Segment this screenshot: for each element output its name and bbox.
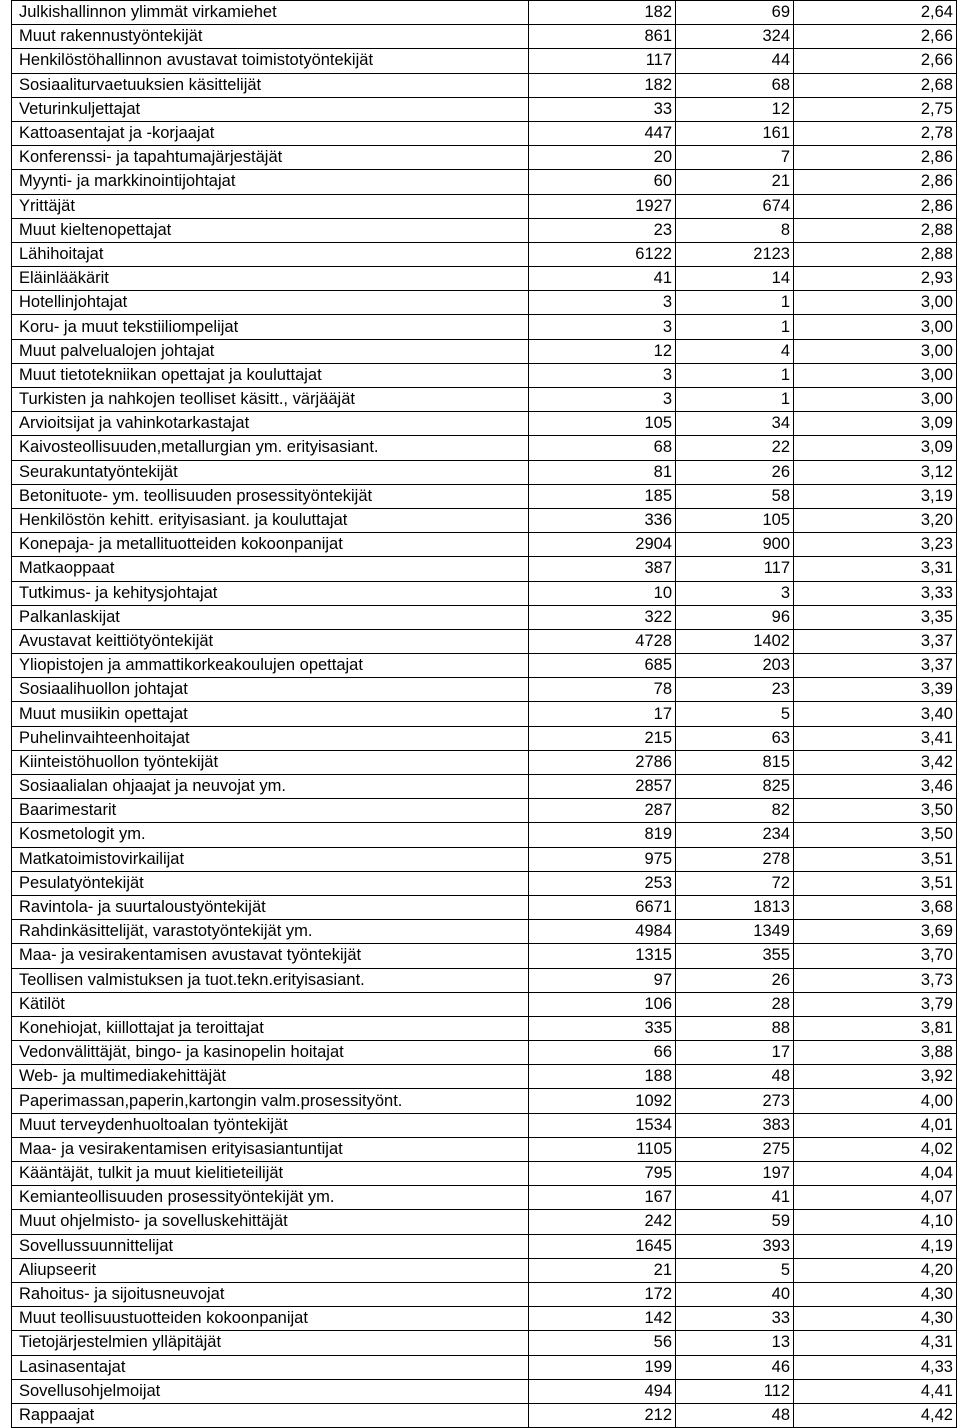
count-b-cell: 203 xyxy=(676,654,794,678)
count-a-cell: 1534 xyxy=(529,1113,676,1137)
occupation-cell: Veturinkuljettajat xyxy=(12,97,529,121)
occupation-cell: Rahoitus- ja sijoitusneuvojat xyxy=(12,1282,529,1306)
occupation-cell: Eläinlääkärit xyxy=(12,267,529,291)
table-row xyxy=(12,242,957,266)
occupation-cell: Kätilöt xyxy=(12,992,529,1016)
count-a-cell: 167 xyxy=(529,1186,676,1210)
ratio-cell: 2,86 xyxy=(794,194,957,218)
occupation-cell: Yrittäjät xyxy=(12,194,529,218)
count-a-cell: 336 xyxy=(529,508,676,532)
occupation-cell: Maa- ja vesirakentamisen avustavat työntekijät xyxy=(12,944,529,968)
count-a-cell: 17 xyxy=(529,702,676,726)
ratio-cell: 2,64 xyxy=(794,1,957,25)
table-row xyxy=(12,847,957,871)
count-b-cell: 278 xyxy=(676,847,794,871)
occupation-cell: Pesulatyöntekijät xyxy=(12,871,529,895)
count-b-cell: 12 xyxy=(676,97,794,121)
count-a-cell: 106 xyxy=(529,992,676,1016)
table-row xyxy=(12,1089,957,1113)
table-row xyxy=(12,291,957,315)
count-b-cell: 59 xyxy=(676,1210,794,1234)
count-a-cell: 60 xyxy=(529,170,676,194)
occupation-cell: Kaivosteollisuuden,metallurgian ym. erityisasiant. xyxy=(12,436,529,460)
count-a-cell: 78 xyxy=(529,678,676,702)
occupation-cell: Turkisten ja nahkojen teolliset käsitt., värjääjät xyxy=(12,388,529,412)
count-a-cell: 10 xyxy=(529,581,676,605)
count-a-cell: 4984 xyxy=(529,920,676,944)
table-row xyxy=(12,363,957,387)
count-b-cell: 275 xyxy=(676,1137,794,1161)
count-b-cell: 900 xyxy=(676,533,794,557)
ratio-cell: 3,00 xyxy=(794,363,957,387)
count-a-cell: 12 xyxy=(529,339,676,363)
occupation-cell: Julkishallinnon ylimmät virkamiehet xyxy=(12,1,529,25)
ratio-cell: 3,42 xyxy=(794,750,957,774)
count-a-cell: 66 xyxy=(529,1041,676,1065)
occupation-cell: Muut teollisuustuotteiden kokoonpanijat xyxy=(12,1307,529,1331)
occupation-cell: Sosiaalialan ohjaajat ja neuvojat ym. xyxy=(12,775,529,799)
occupation-cell: Muut rakennustyöntekijät xyxy=(12,25,529,49)
ratio-cell: 3,46 xyxy=(794,775,957,799)
ratio-cell: 3,12 xyxy=(794,460,957,484)
ratio-cell: 2,66 xyxy=(794,25,957,49)
ratio-cell: 2,88 xyxy=(794,218,957,242)
table-row xyxy=(12,1016,957,1040)
count-a-cell: 2904 xyxy=(529,533,676,557)
count-b-cell: 58 xyxy=(676,484,794,508)
count-b-cell: 234 xyxy=(676,823,794,847)
occupation-cell: Paperimassan,paperin,kartongin valm.prosessityönt. xyxy=(12,1089,529,1113)
count-b-cell: 8 xyxy=(676,218,794,242)
table-row xyxy=(12,412,957,436)
ratio-cell: 3,69 xyxy=(794,920,957,944)
count-b-cell: 1349 xyxy=(676,920,794,944)
table-row xyxy=(12,1258,957,1282)
occupation-cell: Yliopistojen ja ammattikorkeakoulujen opettajat xyxy=(12,654,529,678)
occupation-cell: Ravintola- ja suurtaloustyöntekijät xyxy=(12,895,529,919)
count-b-cell: 48 xyxy=(676,1403,794,1427)
occupation-cell: Henkilöstön kehitt. erityisasiant. ja kouluttajat xyxy=(12,508,529,532)
count-a-cell: 56 xyxy=(529,1331,676,1355)
occupation-cell: Henkilöstöhallinnon avustavat toimistotyöntekijät xyxy=(12,49,529,73)
table-row xyxy=(12,1137,957,1161)
count-b-cell: 1 xyxy=(676,388,794,412)
ratio-cell: 2,93 xyxy=(794,267,957,291)
count-b-cell: 355 xyxy=(676,944,794,968)
occupation-cell: Koru- ja muut tekstiiliompelijat xyxy=(12,315,529,339)
count-a-cell: 494 xyxy=(529,1379,676,1403)
ratio-cell: 2,86 xyxy=(794,146,957,170)
occupation-cell: Web- ja multimediakehittäjät xyxy=(12,1065,529,1089)
occupation-cell: Myynti- ja markkinointijohtajat xyxy=(12,170,529,194)
count-b-cell: 324 xyxy=(676,25,794,49)
count-b-cell: 13 xyxy=(676,1331,794,1355)
count-a-cell: 287 xyxy=(529,799,676,823)
count-b-cell: 112 xyxy=(676,1379,794,1403)
count-a-cell: 3 xyxy=(529,388,676,412)
occupation-cell: Lasinasentajat xyxy=(12,1355,529,1379)
ratio-cell: 3,92 xyxy=(794,1065,957,1089)
table-row xyxy=(12,97,957,121)
ratio-cell: 3,09 xyxy=(794,412,957,436)
ratio-cell: 3,00 xyxy=(794,291,957,315)
ratio-cell: 4,30 xyxy=(794,1282,957,1306)
occupation-cell: Muut kieltenopettajat xyxy=(12,218,529,242)
count-a-cell: 97 xyxy=(529,968,676,992)
table-row xyxy=(12,1234,957,1258)
occupation-cell: Seurakuntatyöntekijät xyxy=(12,460,529,484)
occupation-cell: Kääntäjät, tulkit ja muut kielitieteilijät xyxy=(12,1162,529,1186)
table-row xyxy=(12,49,957,73)
count-a-cell: 795 xyxy=(529,1162,676,1186)
count-b-cell: 23 xyxy=(676,678,794,702)
table-row xyxy=(12,871,957,895)
occupation-cell: Tutkimus- ja kehitysjohtajat xyxy=(12,581,529,605)
ratio-cell: 3,70 xyxy=(794,944,957,968)
count-b-cell: 105 xyxy=(676,508,794,532)
occupation-table-body xyxy=(12,1,957,1428)
ratio-cell: 4,19 xyxy=(794,1234,957,1258)
count-b-cell: 41 xyxy=(676,1186,794,1210)
count-b-cell: 117 xyxy=(676,557,794,581)
count-a-cell: 387 xyxy=(529,557,676,581)
count-b-cell: 44 xyxy=(676,49,794,73)
occupation-cell: Aliupseerit xyxy=(12,1258,529,1282)
table-row xyxy=(12,484,957,508)
occupation-cell: Konepaja- ja metallituotteiden kokoonpanijat xyxy=(12,533,529,557)
count-b-cell: 825 xyxy=(676,775,794,799)
count-a-cell: 23 xyxy=(529,218,676,242)
count-a-cell: 1927 xyxy=(529,194,676,218)
ratio-cell: 3,19 xyxy=(794,484,957,508)
table-row xyxy=(12,702,957,726)
occupation-cell: Sovellussuunnittelijat xyxy=(12,1234,529,1258)
ratio-cell: 4,07 xyxy=(794,1186,957,1210)
count-a-cell: 322 xyxy=(529,605,676,629)
count-a-cell: 105 xyxy=(529,412,676,436)
count-b-cell: 5 xyxy=(676,1258,794,1282)
count-b-cell: 26 xyxy=(676,968,794,992)
count-a-cell: 6671 xyxy=(529,895,676,919)
table-row xyxy=(12,25,957,49)
count-b-cell: 68 xyxy=(676,73,794,97)
ratio-cell: 3,51 xyxy=(794,847,957,871)
occupation-cell: Rappaajat xyxy=(12,1403,529,1427)
occupation-cell: Maa- ja vesirakentamisen erityisasiantuntijat xyxy=(12,1137,529,1161)
ratio-cell: 4,41 xyxy=(794,1379,957,1403)
ratio-cell: 3,73 xyxy=(794,968,957,992)
occupation-cell: Tietojärjestelmien ylläpitäjät xyxy=(12,1331,529,1355)
ratio-cell: 3,41 xyxy=(794,726,957,750)
ratio-cell: 3,50 xyxy=(794,799,957,823)
table-row xyxy=(12,1,957,25)
count-a-cell: 335 xyxy=(529,1016,676,1040)
occupation-cell: Lähihoitajat xyxy=(12,242,529,266)
occupation-cell: Kiinteistöhuollon työntekijät xyxy=(12,750,529,774)
count-a-cell: 447 xyxy=(529,121,676,145)
ratio-cell: 4,10 xyxy=(794,1210,957,1234)
count-a-cell: 182 xyxy=(529,73,676,97)
table-row xyxy=(12,1162,957,1186)
table-row xyxy=(12,823,957,847)
count-b-cell: 4 xyxy=(676,339,794,363)
count-b-cell: 1402 xyxy=(676,629,794,653)
table-row xyxy=(12,339,957,363)
table-row xyxy=(12,170,957,194)
count-a-cell: 975 xyxy=(529,847,676,871)
count-a-cell: 2857 xyxy=(529,775,676,799)
occupation-cell: Sovellusohjelmoijat xyxy=(12,1379,529,1403)
ratio-cell: 4,20 xyxy=(794,1258,957,1282)
table-row xyxy=(12,799,957,823)
count-b-cell: 72 xyxy=(676,871,794,895)
ratio-cell: 3,09 xyxy=(794,436,957,460)
table-row xyxy=(12,750,957,774)
count-b-cell: 69 xyxy=(676,1,794,25)
count-b-cell: 161 xyxy=(676,121,794,145)
count-b-cell: 28 xyxy=(676,992,794,1016)
table-row xyxy=(12,605,957,629)
occupation-cell: Betonituote- ym. teollisuuden prosessityöntekijät xyxy=(12,484,529,508)
ratio-cell: 3,68 xyxy=(794,895,957,919)
count-a-cell: 819 xyxy=(529,823,676,847)
count-a-cell: 3 xyxy=(529,363,676,387)
occupation-cell: Muut ohjelmisto- ja sovelluskehittäjät xyxy=(12,1210,529,1234)
occupation-cell: Muut palvelualojen johtajat xyxy=(12,339,529,363)
occupation-cell: Palkanlaskijat xyxy=(12,605,529,629)
count-b-cell: 46 xyxy=(676,1355,794,1379)
count-a-cell: 41 xyxy=(529,267,676,291)
occupation-cell: Kemianteollisuuden prosessityöntekijät ym. xyxy=(12,1186,529,1210)
occupation-cell: Muut tietotekniikan opettajat ja kouluttajat xyxy=(12,363,529,387)
table-row xyxy=(12,267,957,291)
ratio-cell: 2,75 xyxy=(794,97,957,121)
count-b-cell: 14 xyxy=(676,267,794,291)
count-a-cell: 172 xyxy=(529,1282,676,1306)
ratio-cell: 4,00 xyxy=(794,1089,957,1113)
table-row xyxy=(12,1379,957,1403)
ratio-cell: 4,01 xyxy=(794,1113,957,1137)
occupation-cell: Muut musiikin opettajat xyxy=(12,702,529,726)
occupation-cell: Vedonvälittäjät, bingo- ja kasinopelin hoitajat xyxy=(12,1041,529,1065)
count-a-cell: 215 xyxy=(529,726,676,750)
count-b-cell: 34 xyxy=(676,412,794,436)
ratio-cell: 4,04 xyxy=(794,1162,957,1186)
ratio-cell: 3,00 xyxy=(794,388,957,412)
count-b-cell: 1 xyxy=(676,363,794,387)
table-row xyxy=(12,533,957,557)
ratio-cell: 4,31 xyxy=(794,1331,957,1355)
count-b-cell: 815 xyxy=(676,750,794,774)
table-row xyxy=(12,726,957,750)
occupation-cell: Hotellinjohtajat xyxy=(12,291,529,315)
table-row xyxy=(12,1210,957,1234)
ratio-cell: 4,30 xyxy=(794,1307,957,1331)
table-row xyxy=(12,581,957,605)
table-row xyxy=(12,629,957,653)
count-a-cell: 3 xyxy=(529,315,676,339)
count-b-cell: 1 xyxy=(676,291,794,315)
count-a-cell: 861 xyxy=(529,25,676,49)
ratio-cell: 3,79 xyxy=(794,992,957,1016)
occupation-cell: Arvioitsijat ja vahinkotarkastajat xyxy=(12,412,529,436)
ratio-cell: 3,33 xyxy=(794,581,957,605)
table-row xyxy=(12,1065,957,1089)
count-b-cell: 96 xyxy=(676,605,794,629)
ratio-cell: 2,66 xyxy=(794,49,957,73)
table-row xyxy=(12,920,957,944)
table-row xyxy=(12,218,957,242)
ratio-cell: 2,78 xyxy=(794,121,957,145)
ratio-cell: 3,23 xyxy=(794,533,957,557)
count-b-cell: 393 xyxy=(676,1234,794,1258)
ratio-cell: 2,68 xyxy=(794,73,957,97)
ratio-cell: 3,88 xyxy=(794,1041,957,1065)
occupation-cell: Matkatoimistovirkailijat xyxy=(12,847,529,871)
table-row xyxy=(12,194,957,218)
count-b-cell: 674 xyxy=(676,194,794,218)
table-row xyxy=(12,992,957,1016)
count-b-cell: 82 xyxy=(676,799,794,823)
occupation-table xyxy=(11,0,957,1428)
occupation-cell: Sosiaalihuollon johtajat xyxy=(12,678,529,702)
table-row xyxy=(12,388,957,412)
count-b-cell: 40 xyxy=(676,1282,794,1306)
table-row xyxy=(12,1331,957,1355)
count-a-cell: 1105 xyxy=(529,1137,676,1161)
table-row xyxy=(12,73,957,97)
count-b-cell: 1813 xyxy=(676,895,794,919)
count-a-cell: 242 xyxy=(529,1210,676,1234)
ratio-cell: 3,51 xyxy=(794,871,957,895)
count-a-cell: 20 xyxy=(529,146,676,170)
table-row xyxy=(12,121,957,145)
ratio-cell: 3,00 xyxy=(794,339,957,363)
table-row xyxy=(12,968,957,992)
count-a-cell: 185 xyxy=(529,484,676,508)
occupation-cell: Teollisen valmistuksen ja tuot.tekn.erityisasiant. xyxy=(12,968,529,992)
occupation-cell: Kattoasentajat ja -korjaajat xyxy=(12,121,529,145)
ratio-cell: 3,00 xyxy=(794,315,957,339)
table-row xyxy=(12,654,957,678)
table-row xyxy=(12,1282,957,1306)
count-a-cell: 142 xyxy=(529,1307,676,1331)
count-b-cell: 88 xyxy=(676,1016,794,1040)
occupation-cell: Rahdinkäsittelijät, varastotyöntekijät ym. xyxy=(12,920,529,944)
count-b-cell: 63 xyxy=(676,726,794,750)
ratio-cell: 4,42 xyxy=(794,1403,957,1427)
count-a-cell: 6122 xyxy=(529,242,676,266)
ratio-cell: 3,40 xyxy=(794,702,957,726)
ratio-cell: 3,37 xyxy=(794,654,957,678)
count-a-cell: 188 xyxy=(529,1065,676,1089)
count-a-cell: 21 xyxy=(529,1258,676,1282)
count-a-cell: 117 xyxy=(529,49,676,73)
count-b-cell: 383 xyxy=(676,1113,794,1137)
ratio-cell: 3,39 xyxy=(794,678,957,702)
count-b-cell: 22 xyxy=(676,436,794,460)
count-b-cell: 5 xyxy=(676,702,794,726)
table-row xyxy=(12,508,957,532)
table-row xyxy=(12,1041,957,1065)
count-a-cell: 1645 xyxy=(529,1234,676,1258)
table-row xyxy=(12,146,957,170)
count-b-cell: 1 xyxy=(676,315,794,339)
ratio-cell: 2,86 xyxy=(794,170,957,194)
occupation-cell: Avustavat keittiötyöntekijät xyxy=(12,629,529,653)
count-b-cell: 33 xyxy=(676,1307,794,1331)
table-row xyxy=(12,315,957,339)
table-row xyxy=(12,557,957,581)
occupation-cell: Baarimestarit xyxy=(12,799,529,823)
table-row xyxy=(12,678,957,702)
ratio-cell: 2,88 xyxy=(794,242,957,266)
ratio-cell: 3,35 xyxy=(794,605,957,629)
occupation-cell: Muut terveydenhuoltoalan työntekijät xyxy=(12,1113,529,1137)
occupation-cell: Kosmetologit ym. xyxy=(12,823,529,847)
occupation-cell: Sosiaaliturvaetuuksien käsittelijät xyxy=(12,73,529,97)
count-a-cell: 3 xyxy=(529,291,676,315)
count-a-cell: 182 xyxy=(529,1,676,25)
count-a-cell: 4728 xyxy=(529,629,676,653)
count-a-cell: 199 xyxy=(529,1355,676,1379)
count-b-cell: 7 xyxy=(676,146,794,170)
table-row xyxy=(12,460,957,484)
ratio-cell: 4,33 xyxy=(794,1355,957,1379)
count-b-cell: 273 xyxy=(676,1089,794,1113)
occupation-cell: Konferenssi- ja tapahtumajärjestäjät xyxy=(12,146,529,170)
count-b-cell: 48 xyxy=(676,1065,794,1089)
table-row xyxy=(12,1113,957,1137)
occupation-cell: Matkaoppaat xyxy=(12,557,529,581)
count-b-cell: 197 xyxy=(676,1162,794,1186)
table-row xyxy=(12,1355,957,1379)
table-row xyxy=(12,1307,957,1331)
count-b-cell: 17 xyxy=(676,1041,794,1065)
ratio-cell: 3,31 xyxy=(794,557,957,581)
count-b-cell: 2123 xyxy=(676,242,794,266)
table-row xyxy=(12,944,957,968)
table-row xyxy=(12,775,957,799)
ratio-cell: 4,02 xyxy=(794,1137,957,1161)
ratio-cell: 3,37 xyxy=(794,629,957,653)
occupation-cell: Puhelinvaihteenhoitajat xyxy=(12,726,529,750)
count-a-cell: 253 xyxy=(529,871,676,895)
count-a-cell: 2786 xyxy=(529,750,676,774)
count-b-cell: 3 xyxy=(676,581,794,605)
count-b-cell: 26 xyxy=(676,460,794,484)
count-a-cell: 212 xyxy=(529,1403,676,1427)
ratio-cell: 3,81 xyxy=(794,1016,957,1040)
table-row xyxy=(12,1186,957,1210)
count-a-cell: 685 xyxy=(529,654,676,678)
table-row xyxy=(12,1403,957,1427)
count-a-cell: 81 xyxy=(529,460,676,484)
count-a-cell: 68 xyxy=(529,436,676,460)
count-a-cell: 33 xyxy=(529,97,676,121)
table-row xyxy=(12,895,957,919)
ratio-cell: 3,50 xyxy=(794,823,957,847)
table-row xyxy=(12,436,957,460)
count-b-cell: 21 xyxy=(676,170,794,194)
count-a-cell: 1092 xyxy=(529,1089,676,1113)
occupation-cell: Konehiojat, kiillottajat ja teroittajat xyxy=(12,1016,529,1040)
count-a-cell: 1315 xyxy=(529,944,676,968)
ratio-cell: 3,20 xyxy=(794,508,957,532)
